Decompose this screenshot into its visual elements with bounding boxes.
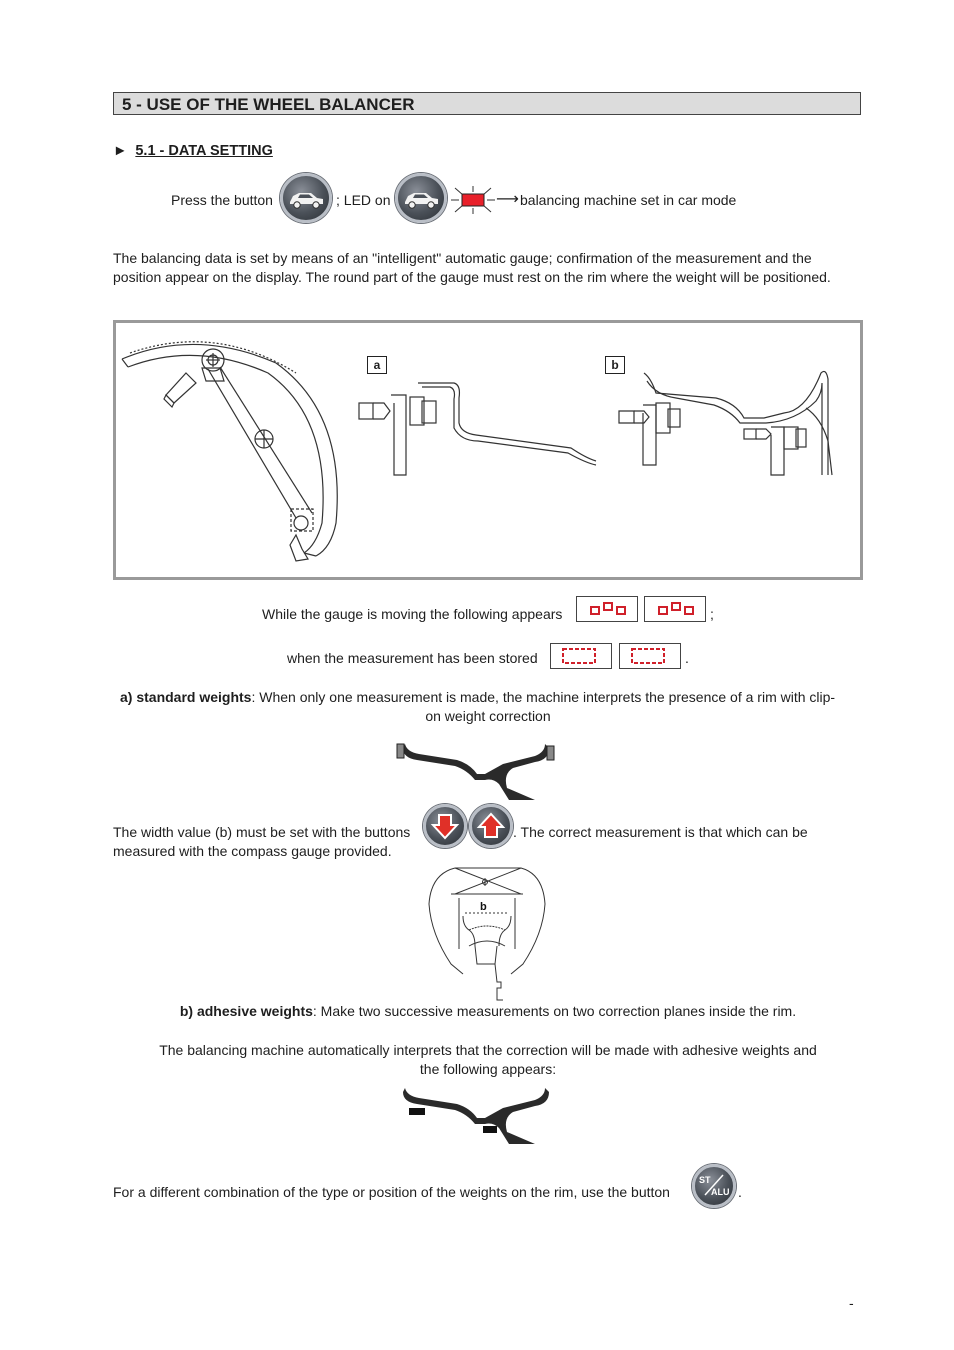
stored-text: when the measurement has been stored	[287, 650, 538, 666]
stored-display-right	[619, 643, 681, 669]
intro-line-2: position appear on the display. The round part of the gauge must rest on the rim where the weight will be positioned.	[113, 269, 831, 285]
intro-line-1: The balancing data is set by means of an "intelligent" automatic gauge; confirmation of the measurement and the	[113, 250, 812, 266]
stored-segment-icon	[551, 644, 611, 668]
standard-weights-line-1	[120, 688, 835, 707]
width-value-text-2: . The correct measurement is that which can be	[513, 824, 808, 840]
adhesive-rim-icon	[395, 1082, 557, 1148]
moving-segment-icon	[645, 597, 705, 621]
standard-weights-line-2: on weight correction	[425, 708, 551, 724]
down-button[interactable]	[423, 804, 467, 848]
compass-gauge-icon	[425, 864, 549, 1002]
moving-display-left	[576, 596, 638, 622]
page-footer-mark: -	[849, 1295, 854, 1311]
auto-interpret-line-1: The balancing machine automatically interprets that the correction will be made with adhesive weights and	[159, 1042, 817, 1058]
gauge-diagram	[116, 323, 860, 577]
width-value-line-2: measured with the compass gauge provided.	[113, 843, 392, 859]
standard-weights-label: a) standard weights	[120, 689, 252, 705]
width-value-text-1: The width value (b) must be set with the buttons	[113, 824, 411, 840]
standard-weights-text: : When only one measurement is made, the machine interprets the presence of a rim with clip-	[251, 689, 836, 705]
st-alu-icon	[695, 1167, 733, 1205]
figure-label-b: b	[605, 356, 625, 374]
stored-display-left	[550, 643, 612, 669]
moving-display-right	[644, 596, 706, 622]
led-lit-icon	[451, 186, 495, 214]
compass-width-label: b	[480, 901, 487, 913]
gauge-figure	[113, 320, 863, 580]
arrow-up-icon	[472, 807, 510, 845]
clip-on-rim-icon	[395, 738, 557, 804]
stored-segment-icon	[620, 644, 680, 668]
st-alu-button-bottom-label: ALU	[711, 1187, 730, 1197]
adhesive-weights-text: : Make two successive measurements on two correction planes inside the rim.	[312, 1003, 797, 1019]
car-mode-button[interactable]	[280, 173, 332, 223]
combination-suffix: .	[738, 1184, 742, 1200]
car-mode-text: balancing machine set in car mode	[520, 192, 737, 208]
stored-suffix: .	[685, 650, 689, 666]
led-on-text: ; LED on	[336, 192, 391, 208]
st-alu-button[interactable]	[692, 1164, 736, 1208]
subsection-heading	[113, 143, 273, 159]
adhesive-weights-line	[113, 1002, 863, 1021]
moving-segment-icon	[577, 597, 637, 621]
press-button-text: Press the button	[171, 192, 273, 208]
section-header	[113, 92, 861, 115]
up-button[interactable]	[469, 804, 513, 848]
triangle-marker-icon: ►	[113, 143, 128, 159]
st-alu-button-top-label: ST	[699, 1175, 711, 1185]
car-icon	[398, 176, 444, 220]
gauge-moving-suffix: ;	[710, 606, 714, 622]
auto-interpret-line-2: the following appears:	[419, 1061, 557, 1077]
arrow-down-icon	[426, 807, 464, 845]
car-icon	[283, 176, 329, 220]
gauge-moving-text: While the gauge is moving the following appears	[262, 606, 563, 622]
adhesive-weights-label: b) adhesive weights	[179, 1003, 313, 1019]
combination-text: For a different combination of the type or position of the weights on the rim, use the button	[113, 1184, 670, 1200]
car-mode-indicator	[395, 173, 447, 223]
subsection-title: 5.1 - DATA SETTING	[135, 143, 273, 159]
section-title: 5 - USE OF THE WHEEL BALANCER	[122, 95, 415, 114]
arrow-icon: ⟶	[496, 191, 519, 208]
figure-label-a: a	[367, 356, 387, 374]
